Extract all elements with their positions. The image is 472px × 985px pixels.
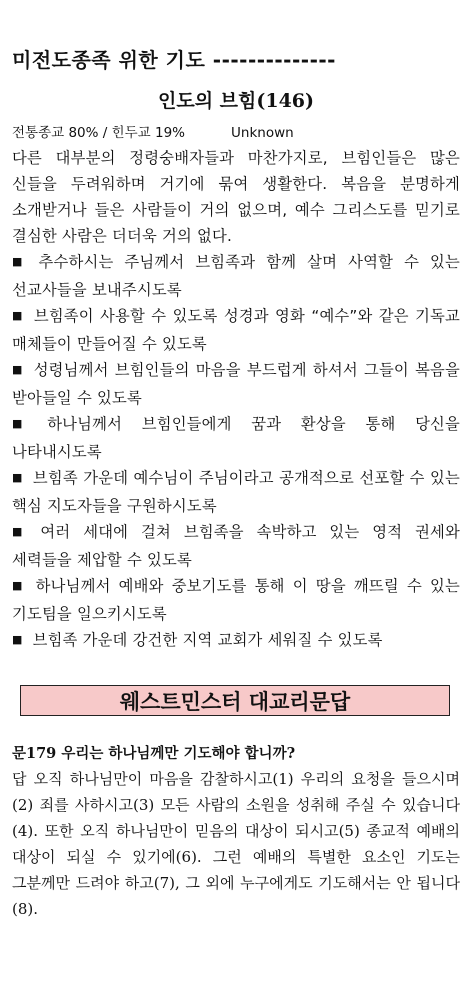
- prayer-text: 하나님께서 브힘인들에게 꿈과 환상을 통해 당신을 나타내시도록: [12, 415, 461, 461]
- prayer-text: 브힘족 가운데 강건한 지역 교회가 세워질 수 있도록: [32, 631, 383, 649]
- catechism-banner: 웨스트민스터 대교리문답: [20, 685, 450, 716]
- religion-percentages: 전통종교 80% / 힌두교 19%: [12, 125, 186, 141]
- square-bullet-icon: ■: [12, 633, 23, 646]
- prayer-text: 브힘족 가운데 예수님이 주님이라고 공개적으로 선포할 수 있는 핵심 지도자들을 구원하시도록: [12, 469, 460, 515]
- square-bullet-icon: ■: [12, 255, 29, 268]
- prayer-item: [12, 249, 460, 303]
- content-body: [12, 145, 460, 655]
- status-label: Unknown: [231, 125, 294, 141]
- square-bullet-icon: ■: [12, 309, 24, 322]
- prayer-list: [12, 249, 460, 655]
- prayer-text: 추수하시는 주님께서 브힘족과 함께 살며 사역할 수 있는 선교사들을 보내주시도록: [12, 253, 460, 299]
- prayer-item: [12, 519, 460, 573]
- prayer-item: [12, 357, 460, 411]
- prayer-item: [12, 573, 460, 627]
- prayer-text: 하나님께서 예배와 중보기도를 통해 이 땅을 깨뜨릴 수 있는 기도팀을 일으키시도록: [12, 577, 461, 623]
- religion-stats: [12, 121, 294, 141]
- square-bullet-icon: ■: [12, 579, 26, 592]
- prayer-text: 여러 세대에 걸쳐 브힘족을 속박하고 있는 영적 권세와 세력들을 제압할 수 있도록: [12, 523, 460, 569]
- prayer-item: [12, 465, 460, 519]
- catechism-answer: 답 오직 하나님만이 마음을 감찰하시고(1) 우리의 요청을 들으시며(2) 죄를 사하시고(3) 모든 사람의 소원을 성취해 주실 수 있습니다(4). 또한 오직 하나님만이 믿음의 대상이 되시고(5) 종교적 예배의 대상이 되실 수 있기에(6). 그런 예배의 특별한 요소인 기도는 그분께만 드려야 하고(7), 그 외에 누구에게도 기도해서는 안 됩니다(8).: [12, 770, 460, 918]
- square-bullet-icon: ■: [12, 417, 38, 430]
- prayer-item: [12, 411, 460, 465]
- prayer-item: [12, 627, 460, 655]
- square-bullet-icon: ■: [12, 525, 31, 538]
- description-paragraph: 다른 대부분의 정령숭배자들과 마찬가지로, 브힘인들은 많은 신들을 두려워하며 거기에 묶여 생활한다. 복음을 분명하게 소개받거나 들은 사람들이 거의 없으며, 예수 그리스도를 믿기로 결심한 사람은 더더욱 거의 없다.: [12, 149, 460, 245]
- square-bullet-icon: ■: [12, 471, 23, 484]
- prayer-item: [12, 303, 460, 357]
- page-title: 미전도종족 위한 기도 --------------: [12, 48, 336, 72]
- catechism-question: 문179 우리는 하나님께만 기도해야 합니까?: [12, 745, 296, 762]
- prayer-text: 브힘족이 사용할 수 있도록 성경과 영화 “예수”와 같은 기독교 매체들이 만들어질 수 있도록: [12, 307, 460, 353]
- square-bullet-icon: ■: [12, 363, 24, 376]
- prayer-text: 성령님께서 브힘인들의 마음을 부드럽게 하셔서 그들이 복음을 받아들일 수 있도록: [12, 361, 460, 407]
- people-group-title: 인도의 브힘(146): [157, 90, 315, 112]
